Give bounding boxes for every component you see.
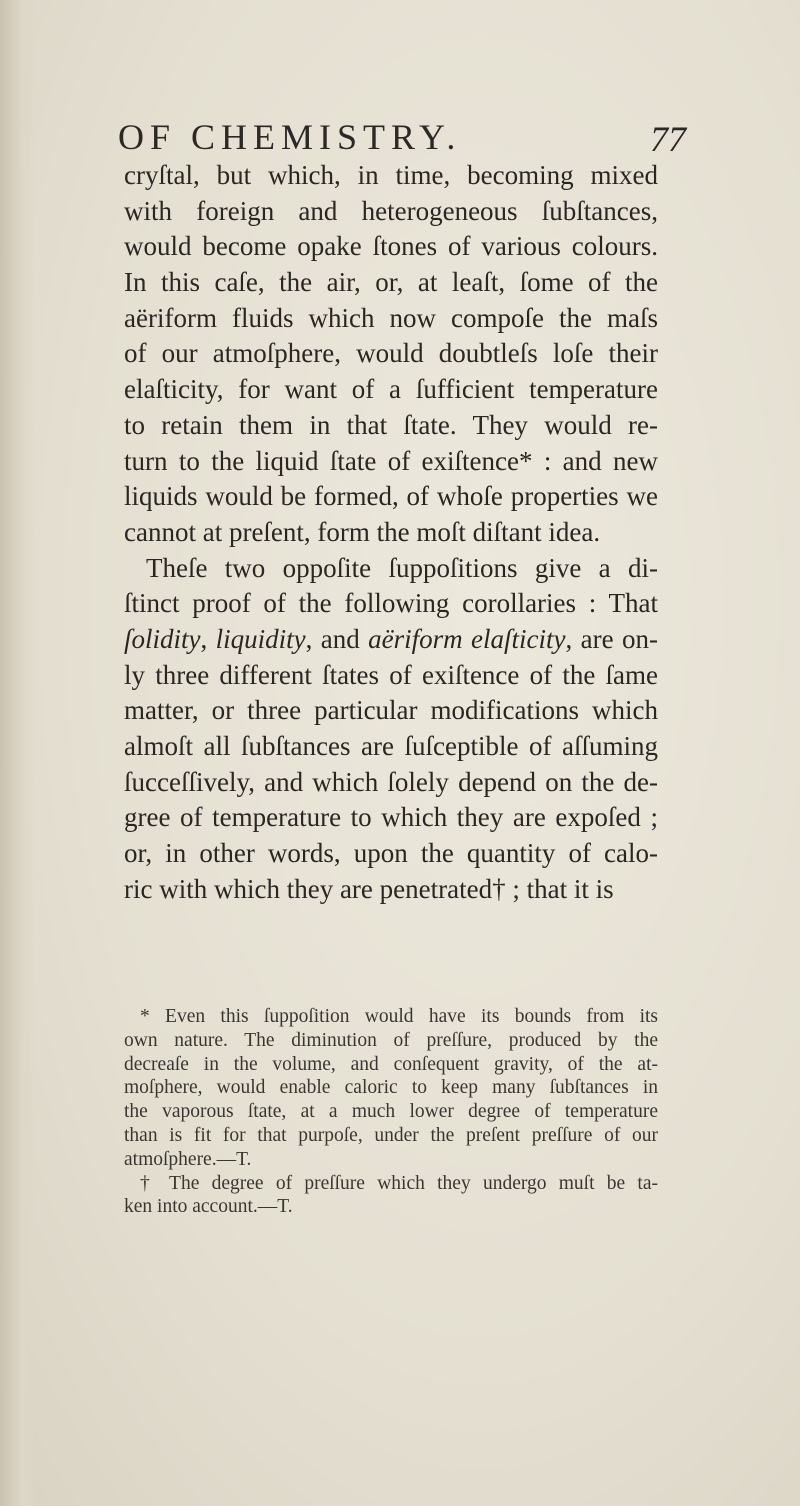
body-text — [124, 158, 658, 907]
text-line: ly three different ſtates of exiſtence of the ſame — [124, 659, 658, 690]
text-line: Theſe two oppoſite ſuppoſitions give a di- — [146, 552, 658, 583]
footnote-line: decreaſe in the volume, and conſequent gravity, of the at- — [124, 1053, 658, 1075]
text-line: ſtinct proof of the following corollaries : That — [124, 588, 658, 619]
running-title: OF CHEMISTRY. — [118, 117, 462, 157]
footnotes — [124, 1005, 658, 1219]
text-line: of our atmoſphere, would doubtleſs loſe their — [124, 338, 658, 369]
text-line: In this caſe, the air, or, at leaſt, ſome of the — [124, 267, 658, 298]
text-line: ſolidity, liquidity, and aëriform elaſticity, are on- — [124, 623, 658, 654]
text-line: elaſticity, for want of a ſufficient temperature — [124, 374, 658, 405]
text-line: turn to the liquid ſtate of exiſtence* : and new — [124, 445, 658, 476]
footnote-line: than is fit for that purpoſe, under the preſent preſſure of our — [124, 1124, 658, 1146]
footnote-line: ken into account.—T. — [124, 1196, 293, 1218]
text-line: cryſtal, but which, in time, becoming mixed — [124, 160, 658, 190]
text-line: with foreign and heterogeneous ſubſtances, — [124, 195, 658, 226]
text-line: would become opake ſtones of various colours. — [124, 231, 658, 262]
footnote-line: moſphere, would enable caloric to keep many ſubſtances in — [124, 1077, 658, 1099]
page-number: 77 — [650, 119, 686, 159]
page-gutter-shadow — [0, 0, 36, 1506]
text-line: liquids would be formed, of whoſe properties we — [124, 481, 658, 512]
text-line: almoſt all ſubſtances are ſuſceptible of aſſuming — [124, 731, 658, 761]
footnote-line: atmoſphere.—T. — [124, 1148, 252, 1170]
text-line: matter, or three particular modifications which — [124, 695, 658, 726]
text-line: ſucceſſively, and which ſolely depend on the de- — [124, 766, 658, 797]
footnote-line: * Even this ſuppoſition would have its bounds from its — [140, 1006, 658, 1027]
text-line: aëriform fluids which now compoſe the maſs — [124, 302, 658, 333]
text-line: cannot at preſent, form the moſt diſtant idea. — [124, 516, 601, 547]
text-line: to retain them in that ſtate. They would re- — [124, 409, 658, 440]
text-line: gree of temperature to which they are expoſed ; — [124, 802, 658, 833]
footnote-line: the vaporous ſtate, at a much lower degree of temperature — [124, 1101, 658, 1123]
footnote-line: own nature. The diminution of preſſure, produced by the — [124, 1029, 658, 1051]
text-line: or, in other words, upon the quantity of calo- — [124, 838, 658, 869]
text-line: ric with which they are penetrated† ; that it is — [124, 873, 614, 904]
running-head — [112, 100, 686, 159]
footnote-line: † The degree of preſſure which they undergo muſt be ta- — [140, 1172, 658, 1194]
